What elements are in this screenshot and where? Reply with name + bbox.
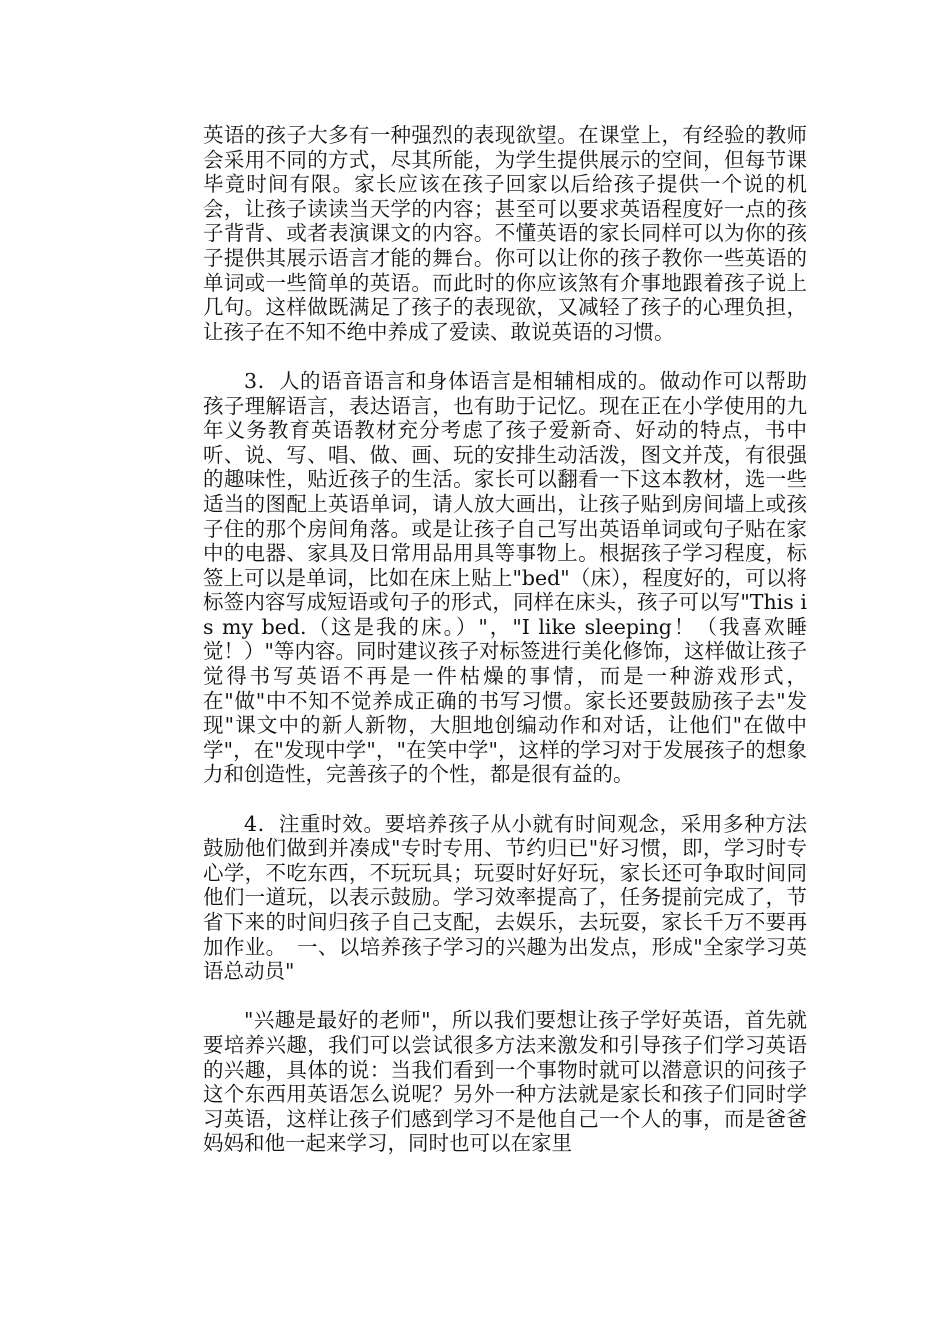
- paragraph-1: 英语的孩子大多有一种强烈的表现欲望。在课堂上，有经验的教师会采用不同的方式，尽其所能，为学生提供展示的空间，但每节课毕竟时间有限。家长应该在孩子回家以后给孩子提供一个说的机会，让孩子读读当天学的内容；甚至可以要求英语程度好一点的孩子背背、或者表演课文的内容。不懂英语的家长同样可以为你的孩子提供其展示语言才能的舞台。你可以让你的孩子教你一些英语的单词或一些简单的英语。而此时的你应该煞有介事地跟着孩子说上几句。这样做既满足了孩子的表现欲，又减轻了孩子的心理负担，让孩子在不知不绝中养成了爱读、敢说英语的习惯。: [203, 123, 807, 344]
- paragraph-3: 4．注重时效。要培养孩子从小就有时间观念，采用多种方法鼓励他们做到并凑成"专时专用、节约归已"好习惯，即，学习时专心学，不吃东西，不玩玩具；玩耍时好好玩，家长还可争取时间同他们一道玩，以表示鼓励。学习效率提高了，任务提前完成了，节省下来的时间归孩子自己支配，去娱乐，去玩耍，家长千万不要再加作业。 一、以培养孩子学习的兴趣为出发点，形成"全家学习英语总动员": [203, 811, 807, 984]
- paragraph-4: "兴趣是最好的老师"，所以我们要想让孩子学好英语，首先就要培养兴趣，我们可以尝试很多方法来激发和引导孩子们学习英语的兴趣，具体的说：当我们看到一个事物时就可以潜意识的问孩子这个东西用英语怎么说呢？另外一种方法就是家长和孩子们同时学习英语，这样让孩子们感到学习不是他自己一个人的事，而是爸爸妈妈和他一起来学习，同时也可以在家里: [203, 1008, 807, 1156]
- paragraph-2: 3．人的语音语言和身体语言是相辅相成的。做动作可以帮助孩子理解语言，表达语言，也有助于记忆。现在正在小学使用的九年义务教育英语教材充分考虑了孩子爱新奇、好动的特点，书中听、说、写、唱、做、画、玩的安排生动活泼，图文并茂，有很强的趣味性，贴近孩子的生活。家长可以翻看一下这本教材，选一些适当的图配上英语单词，请人放大画出，让孩子贴到房间墙上或孩子住的那个房间角落。或是让孩子自己写出英语单词或句子贴在家中的电器、家具及日常用品用具等事物上。根据孩子学习程度，标签上可以是单词，比如在床上贴上"bed"（床），程度好的，可以将标签内容写成短语或句子的形式，同样在床头，孩子可以写"This is my bed.（这是我的床。）"，"I like sleeping！（我喜欢睡觉！）"等内容。同时建议孩子对标签进行美化修饰，这样做让孩子觉得书写英语不再是一件枯燥的事情，而是一种游戏形式，在"做"中不知不觉养成正确的书写习惯。家长还要鼓励孩子去"发现"课文中的新人新物，大胆地创编动作和对话，让他们"在做中学"，在"发现中学"，"在笑中学"，这样的学习对于发展孩子的想象力和创造性，完善孩子的个性，都是很有益的。: [203, 368, 807, 787]
- document-body: [203, 123, 807, 1181]
